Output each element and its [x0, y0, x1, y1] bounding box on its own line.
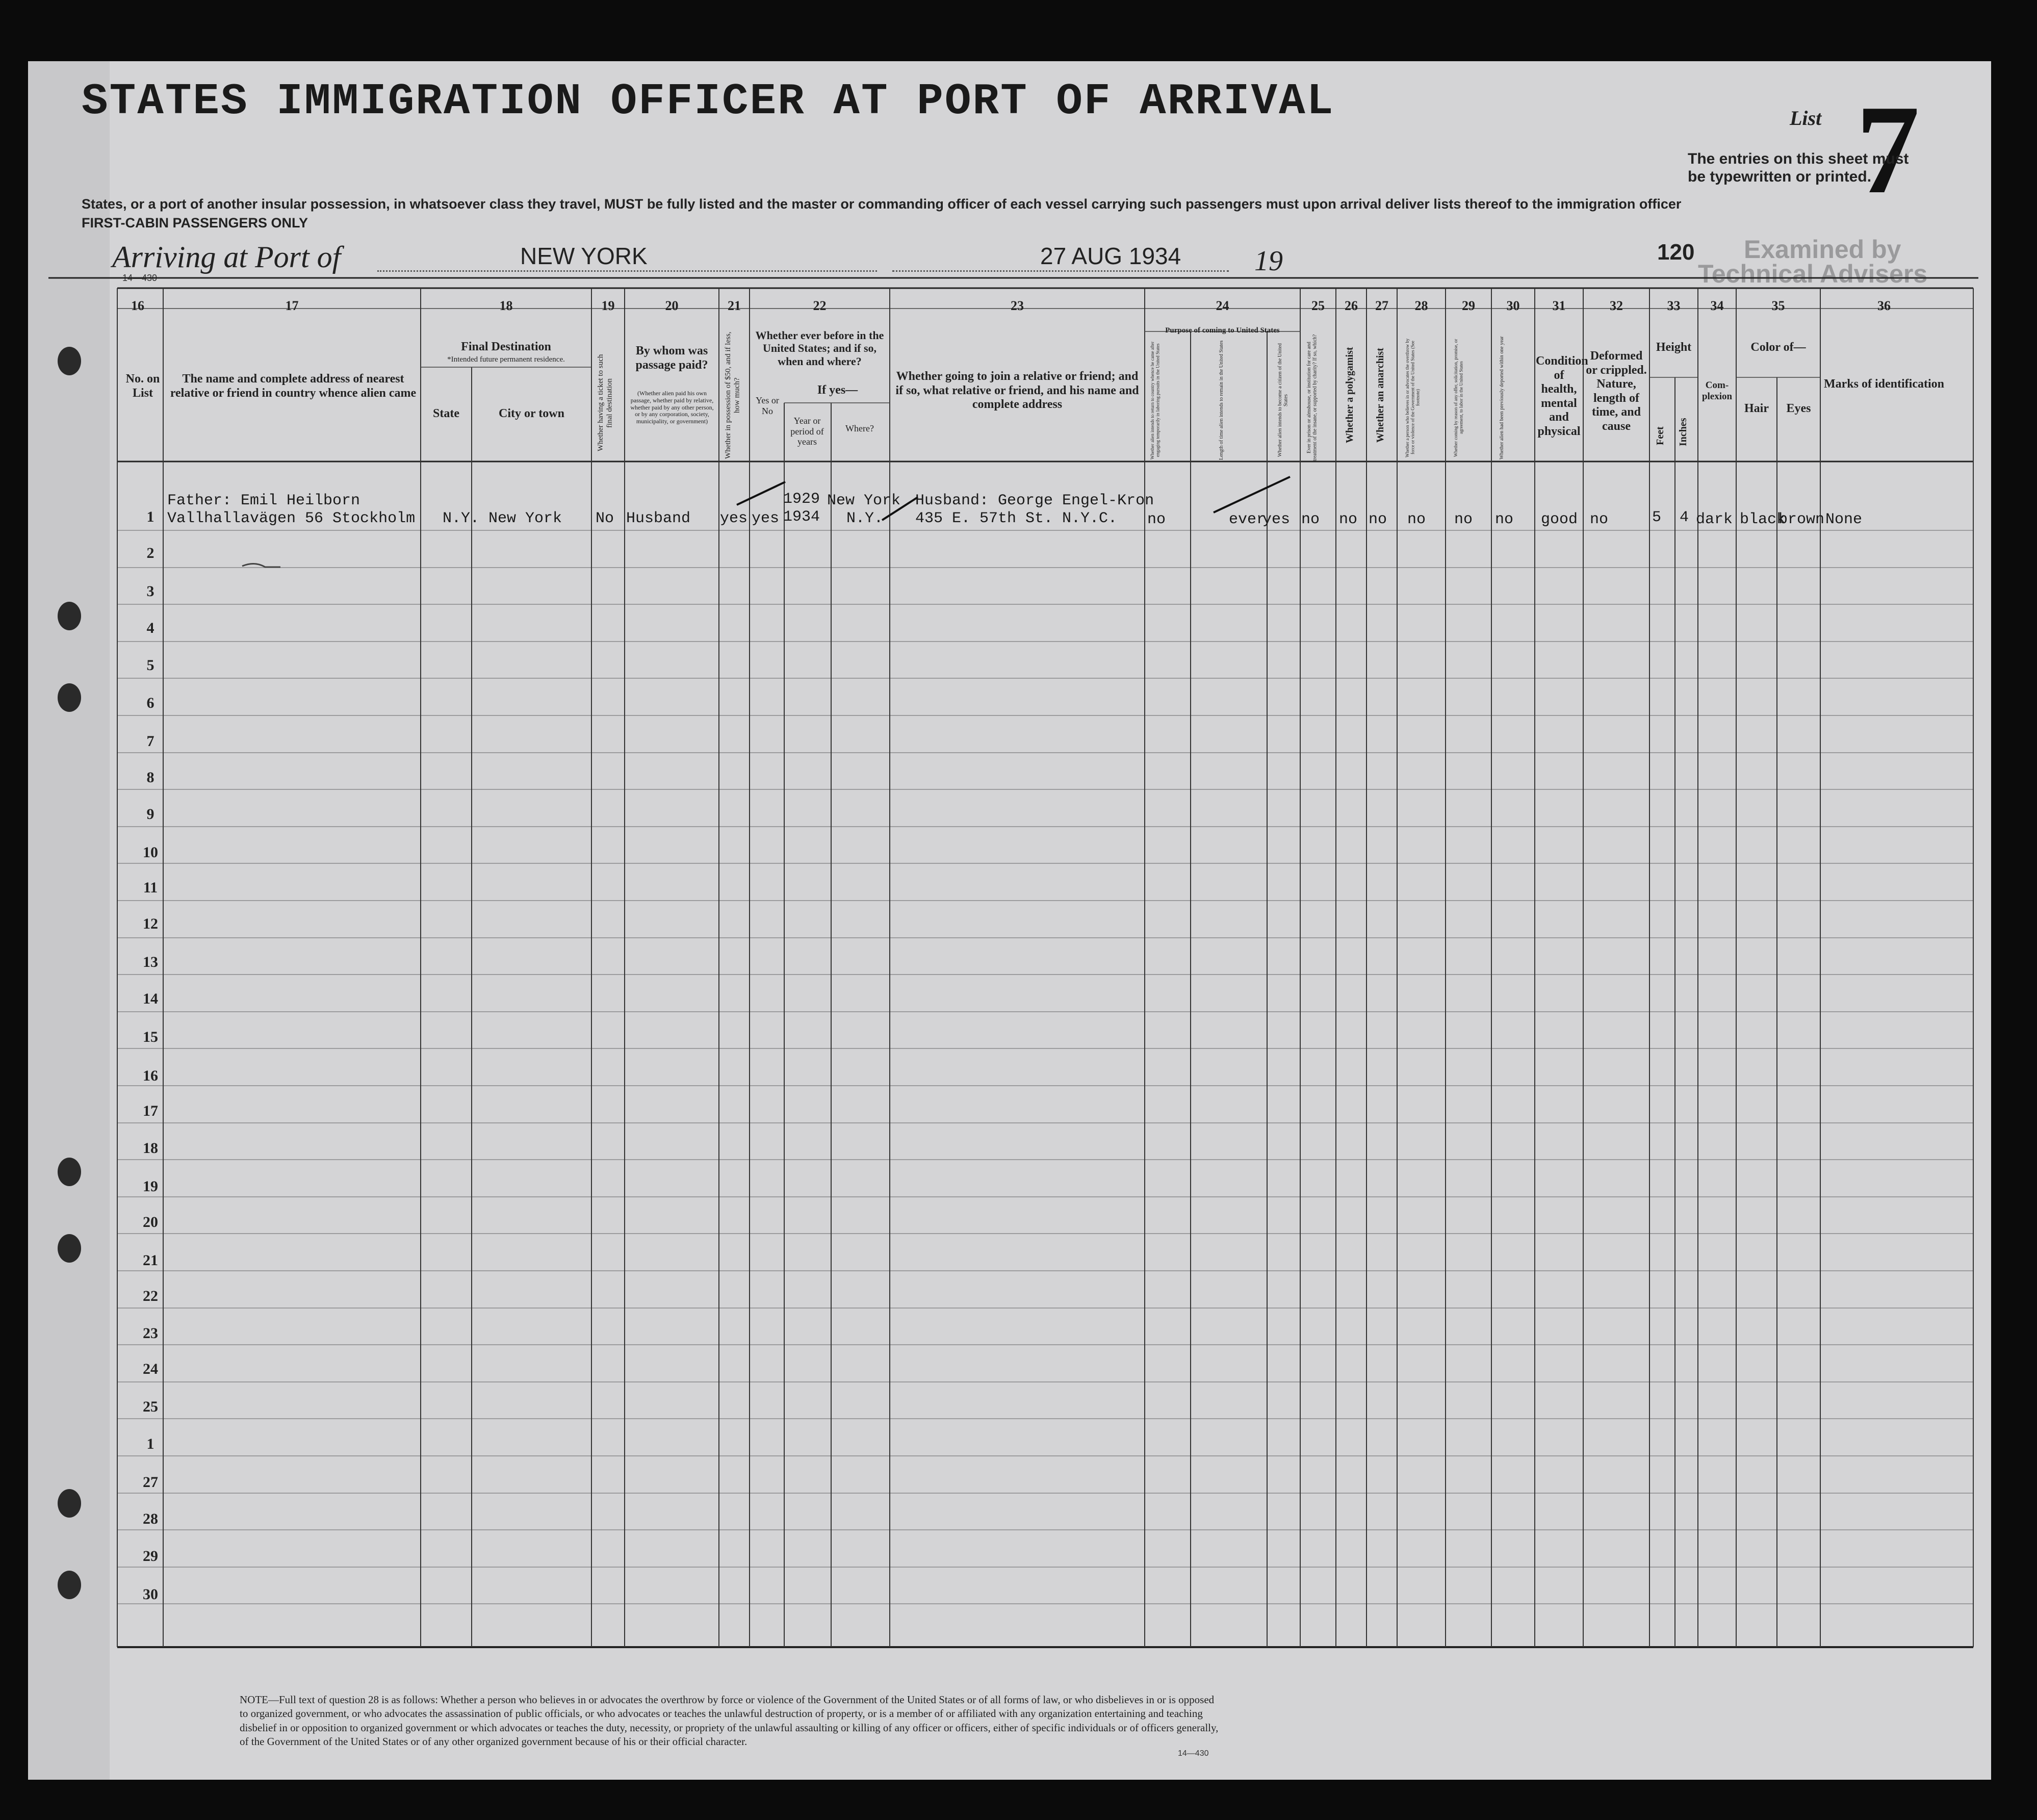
row-number: 17 — [143, 1103, 158, 1119]
join-relative-address: 435 E. 57th St. N.Y.C. — [915, 510, 1118, 527]
col-34-number: 34 — [1710, 298, 1724, 313]
page-number: 120 — [1657, 240, 1695, 265]
passage-paid-by: Husband — [626, 510, 691, 527]
col-16-label: No. on List — [125, 372, 160, 400]
col-31-number: 31 — [1552, 298, 1566, 313]
col-25-number: 25 — [1311, 298, 1325, 313]
row-number: 11 — [143, 879, 158, 896]
col-20-sublabel: (Whether alien paid his own passage, whether paid by relative, whether paid by any other person, or by any corporation, society, municipality, or government) — [630, 390, 714, 425]
col-24-length: Length of time alien intends to remain in the United States — [1219, 340, 1224, 460]
ticket-value: No — [596, 510, 614, 527]
deformed-value: no — [1590, 511, 1609, 528]
before-year: 1934 — [783, 508, 820, 526]
row-number: 15 — [143, 1029, 158, 1045]
row-number: 16 — [143, 1067, 158, 1084]
arriving-label: Arriving at Port of — [112, 240, 341, 274]
deported-value: no — [1495, 511, 1514, 528]
row-number: 1 — [146, 1436, 154, 1452]
relative-name: Father: Emil Heilborn — [167, 492, 360, 509]
list-number: 7 — [1856, 79, 1920, 220]
col-32-label: Deformed or crippled. Nature, length of time, and cause — [1586, 349, 1647, 433]
col-16-number: 16 — [131, 298, 144, 313]
col-22-yes-no: Yes or No — [756, 395, 779, 416]
anarchist-value: no — [1369, 511, 1387, 528]
row-number: 20 — [143, 1214, 158, 1231]
col-18-sublabel: *Intended future permanent residence. — [447, 355, 565, 364]
before-year: 1929 — [783, 491, 820, 508]
before-where: N.Y. — [846, 510, 884, 527]
col-32-number: 32 — [1610, 298, 1623, 313]
col-18-label: Final Destination — [461, 340, 551, 353]
col-22-where: Where? — [845, 423, 874, 433]
row-number: 19 — [143, 1178, 158, 1195]
col-18-number: 18 — [499, 298, 513, 313]
destination-city: New York — [488, 510, 562, 527]
col-27-label: Whether an anarchist — [1375, 348, 1386, 443]
row-number: 23 — [143, 1325, 158, 1342]
form-subtitle: States, or a port of another insular possession, in whatsoever class they travel, MUST be fully listed and the master or commanding officer of each vessel carrying such passengers must upon arrival deliver lists thereof to the immigration officer — [82, 196, 1682, 212]
row-number: 4 — [146, 620, 154, 636]
row-number: 24 — [143, 1361, 158, 1377]
return-value: no — [1147, 511, 1166, 528]
relative-address: Vallhallavägen 56 Stockholm — [167, 510, 416, 527]
row-number: 5 — [146, 657, 154, 674]
col-33-number: 33 — [1667, 298, 1681, 313]
col-21-label: Whether in possession of $50, and if less, how much? — [724, 331, 741, 459]
marks-value: None — [1825, 511, 1863, 528]
row-number: 22 — [143, 1288, 158, 1304]
col-27-number: 27 — [1375, 298, 1388, 313]
health-value: good — [1541, 511, 1578, 528]
footnote: NOTE—Full text of question 28 is as follows: Whether a person who believes in or advocates the overthrow by force or violence of the Government of the United States or of all forms of law, or who disbelieves in or is opposed to organized government, or who advocates the assassination of public officials, or who advocates or teaches the unlawful destruction of property, or is a member of or affiliated with any organization entertaining and teaching disbelief in or opposition to organized government or which advocates or teaches the duty, necessity, or propriety of the unlawful assaulting or killing of any officer or officers, either of specific individuals or of officers generally, of the Government of the United States or of any other organized government because of his or their official character. — [240, 1694, 1219, 1748]
complexion-value: dark — [1696, 511, 1733, 528]
row-number: 6 — [146, 695, 154, 711]
height-feet: 5 — [1652, 509, 1662, 526]
col-30-label: Whether alien had been previously deported within one year — [1499, 336, 1505, 459]
row-number: 9 — [146, 806, 154, 823]
col-35-hair: Hair — [1744, 402, 1769, 415]
col-22-year: Year or period of years — [790, 416, 824, 447]
col-33-inches: Inches — [1678, 418, 1689, 447]
eyes-value: brown — [1778, 511, 1825, 528]
row-number: 13 — [143, 954, 158, 970]
destination-state: N.Y. — [443, 510, 480, 527]
col-22-number: 22 — [813, 298, 827, 313]
col-35-eyes: Eyes — [1786, 402, 1811, 415]
col-17-label: The name and complete address of nearest relative or friend in country whence alien came — [170, 372, 417, 400]
prison-value: no — [1301, 511, 1320, 528]
col-21-number: 21 — [728, 298, 741, 313]
offer-value: no — [1454, 511, 1473, 528]
col-35-number: 35 — [1771, 298, 1785, 313]
row-number: 7 — [146, 733, 154, 750]
col-29-number: 29 — [1462, 298, 1475, 313]
col-22-if-yes: If yes— — [817, 383, 858, 397]
col-36-number: 36 — [1877, 298, 1891, 313]
row-number: 10 — [143, 844, 158, 861]
before-where: New York — [827, 492, 901, 509]
col-26-number: 26 — [1345, 298, 1358, 313]
col-24-return: Whether alien intends to return to country whence he came after engaging temporarily in laboring pursuits in the United States — [1150, 341, 1161, 459]
row-number: 27 — [143, 1474, 158, 1491]
port-of-arrival: NEW YORK — [520, 243, 648, 269]
row-number: 2 — [146, 545, 154, 561]
col-19-label: Whether having a ticket to such final destination — [597, 354, 614, 452]
col-18-city: City or town — [499, 407, 564, 420]
col-20-number: 20 — [665, 298, 679, 313]
row-number: 1 — [146, 508, 154, 525]
col-25-label: Ever in prison or almshouse, or institution for care and treatment of the insane, or supported by charity? If so, which? — [1306, 334, 1318, 462]
row-number: 3 — [146, 583, 154, 600]
entries-note: be typewritten or printed. — [1688, 168, 1872, 185]
col-33-feet: Feet — [1655, 426, 1666, 446]
footnote-form-number: 14—430 — [1178, 1749, 1209, 1758]
col-24-number: 24 — [1216, 298, 1229, 313]
height-inches: 4 — [1680, 509, 1689, 526]
row-number: 12 — [143, 915, 158, 932]
row-number: 25 — [143, 1398, 158, 1415]
form-class-label: FIRST-CABIN PASSENGERS ONLY — [82, 215, 308, 230]
join-relative-name: Husband: George Engel-Kron — [915, 492, 1154, 509]
entries-note: The entries on this sheet must — [1688, 150, 1909, 167]
col-33-label: Height — [1656, 341, 1692, 354]
col-22-label: Whether ever before in the United States; and if so, when and where? — [755, 329, 884, 368]
col-23-label: Whether going to join a relative or friend; and if so, what relative or friend, and his name and complete address — [895, 370, 1139, 412]
citizen-value: yes — [1262, 511, 1291, 528]
polygamist-value: no — [1339, 511, 1358, 528]
row-number: 14 — [143, 990, 158, 1007]
col-28-number: 28 — [1414, 298, 1428, 313]
row-number: 29 — [143, 1548, 158, 1565]
overthrow-value: no — [1407, 511, 1426, 528]
col-24-citizen: Whether alien intends to become a citizen of the United States — [1277, 343, 1289, 457]
examined-stamp: Technical Advisers — [1698, 260, 1928, 288]
length-value: ever — [1229, 511, 1266, 528]
row-number: 21 — [143, 1252, 158, 1269]
col-36-label: Marks of identification — [1824, 377, 1944, 391]
year-prefix: 19 — [1254, 245, 1283, 277]
col-17-number: 17 — [285, 298, 299, 313]
col-20-label: By whom was passage paid? — [635, 344, 708, 372]
col-24-label: Purpose of coming to United States — [1165, 326, 1280, 335]
examined-stamp: Examined by — [1744, 235, 1901, 264]
col-30-number: 30 — [1506, 298, 1520, 313]
col-28-label: Whether a person who believes in or advocates the overthrow by force or violence of the Government of the United States (See footnote) — [1405, 338, 1421, 457]
col-35-label: Color of— — [1750, 341, 1806, 354]
list-label: List — [1790, 107, 1822, 130]
form-title: STATES IMMIGRATION OFFICER AT PORT OF ARRIVAL — [82, 76, 1335, 126]
row-number: 8 — [146, 769, 154, 786]
row-number: 18 — [143, 1140, 158, 1157]
col-18-state: State — [433, 407, 459, 420]
col-26-label: Whether a polygamist — [1344, 347, 1355, 444]
hair-value: black — [1740, 511, 1786, 528]
col-29-label: Whether coming by reason of any offer, solicitation, promise, or agreement, to labor in the United States — [1453, 339, 1464, 457]
before-yes-no: yes — [752, 510, 780, 527]
col-34-label: Com-plexion — [1701, 380, 1733, 402]
row-number: 28 — [143, 1510, 158, 1527]
fifty-dollars: yes — [720, 510, 748, 527]
col-23-number: 23 — [1011, 298, 1024, 313]
arrival-date-stamp: 27 AUG 1934 — [1040, 243, 1181, 269]
col-19-number: 19 — [601, 298, 615, 313]
col-31-label: Condition of health, mental and physical — [1536, 354, 1588, 438]
row-number: 30 — [143, 1586, 158, 1603]
form-number: 14—430 — [122, 273, 158, 283]
